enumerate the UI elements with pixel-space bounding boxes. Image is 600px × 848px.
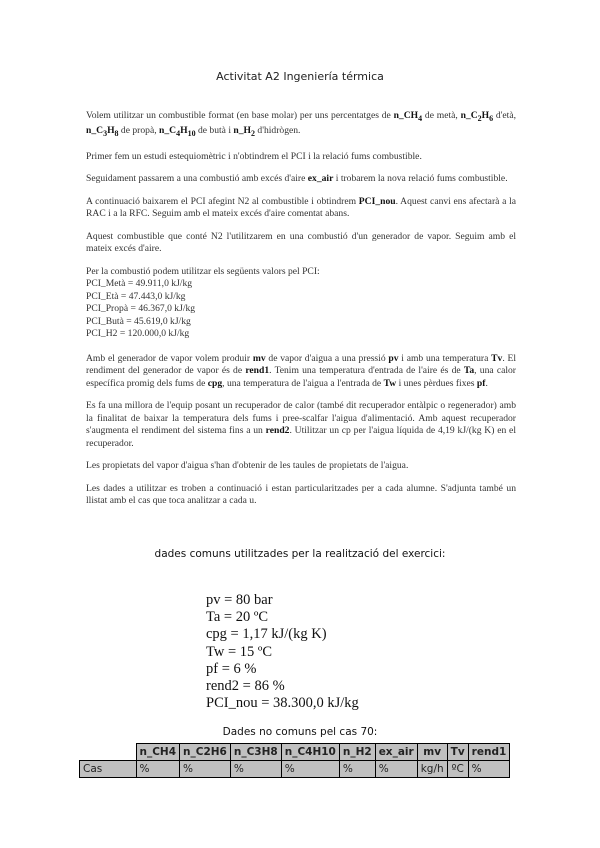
- table-header: n_C2H6: [180, 744, 231, 761]
- paragraph-2: Primer fem un estudi estequiomètric i n'obtindrem el PCI i la relació fums combustible.: [86, 150, 422, 162]
- paragraph-9: Les propietats del vapor d'aigua s'han d'obtenir de les taules de propietats de l'aigua.: [86, 460, 409, 472]
- table-row: [80, 761, 510, 778]
- common-data-title: dades comuns utilitzades per la realització del exercici:: [154, 548, 446, 560]
- pci-value: PCI_Metà = 49.911,0 kJ/kg: [86, 278, 193, 290]
- case-data-table: [79, 743, 510, 778]
- param-line: pf = 6 %: [206, 660, 257, 677]
- param-line: pv = 80 bar: [206, 592, 273, 608]
- paragraph-5: Aquest combustible que conté N2 l'utilitzarem en una combustió d'un generador de vapor. Seguim amb el mateix excés d'aire.: [86, 230, 516, 255]
- table-cell: %: [468, 761, 510, 778]
- param-line: cpg = 1,17 kJ/(kg K): [206, 626, 327, 643]
- table-cell: kg/h: [417, 761, 447, 778]
- table-header: n_CH4: [136, 744, 180, 761]
- intro-text: [86, 110, 516, 518]
- pci-value: PCI_Età = 47.443,0 kJ/kg: [86, 290, 186, 302]
- pci-value: PCI_Butà = 45.619,0 kJ/kg: [86, 315, 191, 327]
- table-row-label: Cas: [80, 761, 137, 778]
- table-header: Tv: [447, 744, 468, 761]
- table-header: mv: [417, 744, 447, 761]
- table-header-row: [80, 744, 510, 761]
- pci-value: PCI_Propà = 46.367,0 kJ/kg: [86, 303, 196, 315]
- param-line: Ta = 20 ºC: [206, 609, 269, 626]
- paragraph-6: Per la combustió podem utilitzar els següents valors pel PCI:: [86, 265, 320, 277]
- table-header: n_C4H10: [281, 744, 339, 761]
- paragraph-3: Seguidament passarem a una combustió amb excés d'aire ex_air i trobarem la nova relació fums combustible.: [86, 173, 508, 185]
- table-header: n_C3H8: [230, 744, 281, 761]
- param-line: PCI_nou = 38.300,0 kJ/kg: [206, 695, 359, 712]
- paragraph-7: Amb el generador de vapor volem produir mv de vapor d'aigua a una pressió pv i amb una temperatura Tv. El rendiment del generador de vapor és de rend1. Tenim una temperatura d'entrada de l'aire és de Ta, una calor específica promig dels fums de cpg, una temperatura de l'aigua a l'entrada de Tw i unes pèrdues fixes pf.: [86, 352, 517, 389]
- table-cell: %: [230, 761, 281, 778]
- table-corner: [80, 744, 137, 761]
- param-line: Tw = 15 ºC: [206, 643, 273, 660]
- table-cell: %: [375, 761, 417, 778]
- pci-value: PCI_H2 = 120.000,0 kJ/kg: [86, 328, 190, 340]
- paragraph-1: Volem utilitzar un combustible format (en base molar) per uns percentatges de $n\_CH_4$ de metà, $n\_C_2H_6$ d'età, $n\_C_3H_8$ de propà, $n\_C_4H_{10}$ de butà i $n\_H_2$ d'hidrògen.: [86, 110, 516, 139]
- paragraph-4: A continuació baixarem el PCI afegint N2 al combustible i obtindrem PCI_nou. Aquest canvi ens afectarà a la RAC i a la RFC. Seguim amb el mateix excés d'aire comentat abans.: [86, 195, 516, 220]
- paragraph-8: Es fa una millora de l'equip posant un recuperador de calor (també dit recuperador entàlpic o regenerador) amb la finalitat de baixar la temperatura dels fums i pree-scalfar l'aigua d'alimentació. Amb aquest recuperador s'augmenta el rendiment del sistema fins a un rend2. Utilitzar un cp per l'aigua líquida de 4,19 kJ/(kg K) en el recuperador.: [86, 400, 516, 449]
- paragraph-10: Les dades a utilitzar es troben a continuació i estan particularitzades per a cada alumne. S'adjunta també un llistat amb el cas que toca analitzar a cada u.: [86, 482, 516, 507]
- table-cell: %: [281, 761, 339, 778]
- table-header: ex_air: [375, 744, 417, 761]
- table-cell: %: [180, 761, 231, 778]
- table-header: rend1: [468, 744, 510, 761]
- table-cell: ºC: [447, 761, 468, 778]
- common-params: [206, 592, 359, 712]
- table-header: n_H2: [339, 744, 375, 761]
- table-cell: %: [339, 761, 375, 778]
- case-title: Dades no comuns pel cas 70:: [222, 726, 378, 738]
- page-title: Activitat A2 Ingeniería térmica: [216, 70, 384, 83]
- param-line: rend2 = 86 %: [206, 678, 285, 695]
- table-cell: %: [136, 761, 180, 778]
